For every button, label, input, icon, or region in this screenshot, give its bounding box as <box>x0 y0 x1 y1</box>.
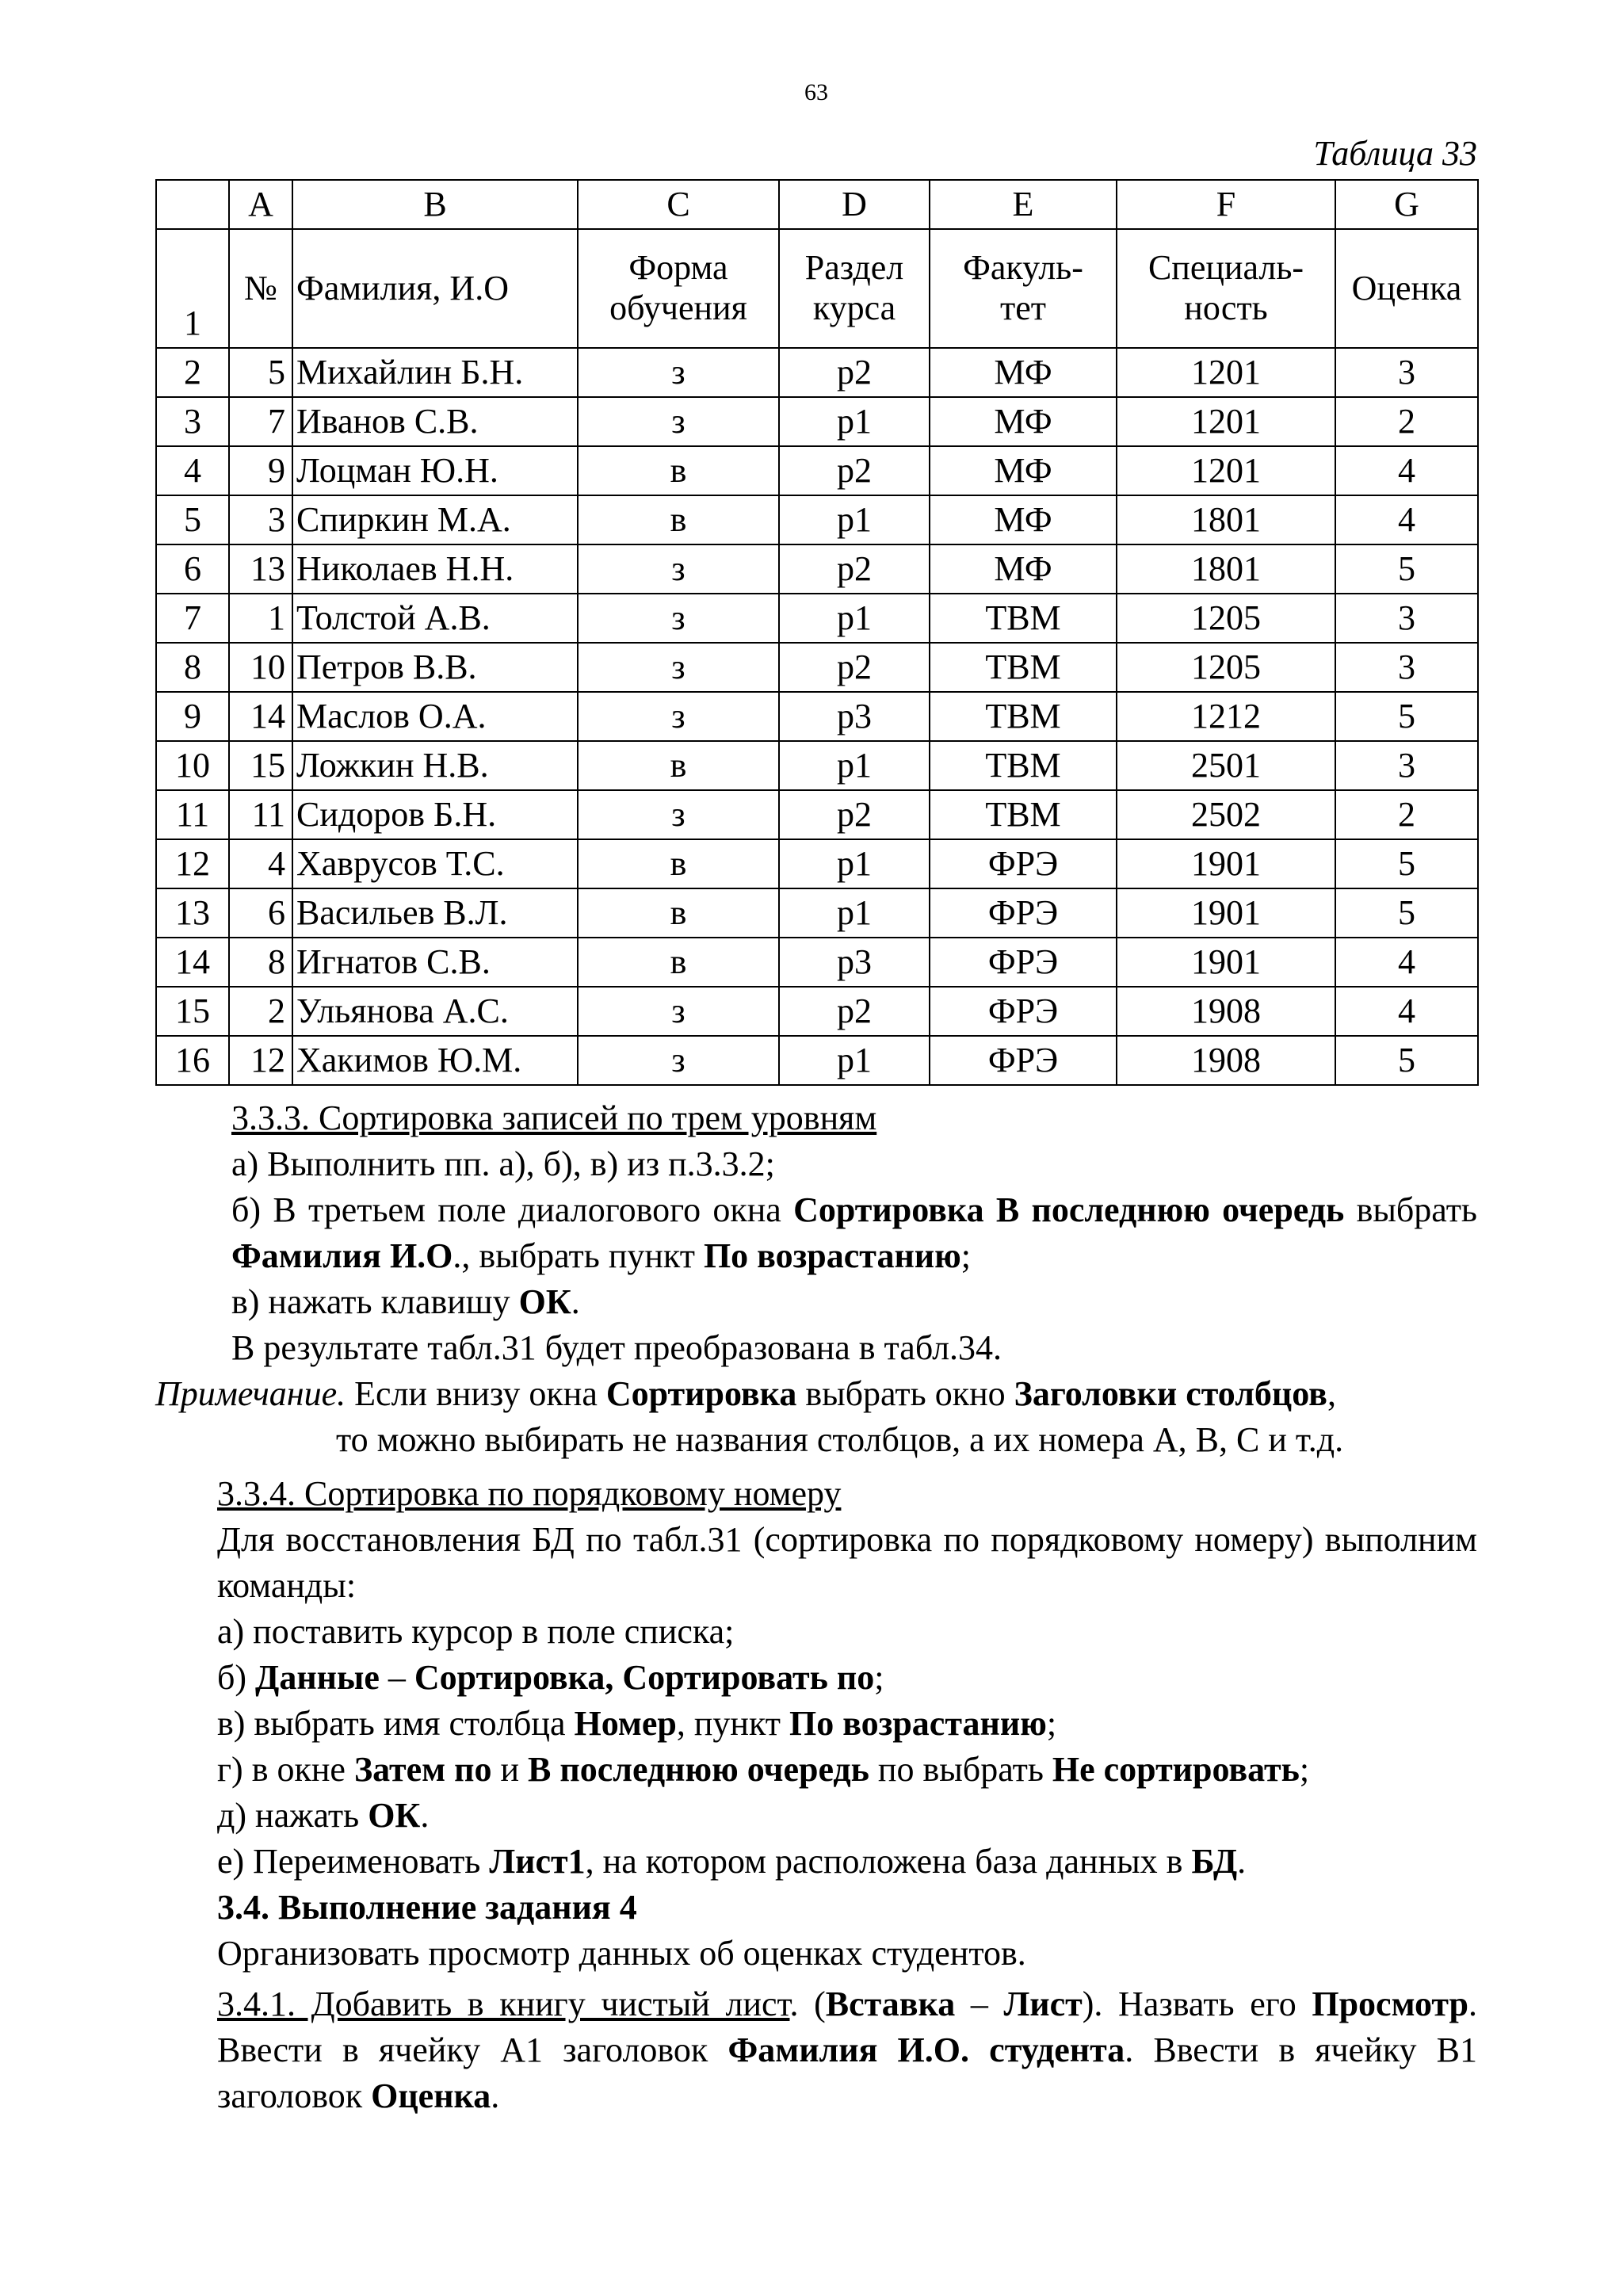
step-a: а) поставить курсор в поле списка; <box>217 1612 735 1651</box>
bold-text: Сортировка В последнюю очередь <box>793 1190 1345 1229</box>
specialty-cell: 1901 <box>1117 839 1335 888</box>
record-number-cell: 10 <box>229 643 292 692</box>
text: ., выбрать пункт <box>453 1236 704 1275</box>
bold-heading: 3.4. Выполнение задания 4 <box>217 1888 637 1927</box>
grade-cell: 2 <box>1335 397 1478 446</box>
study-form-cell: в <box>578 938 779 987</box>
header-line: обучения <box>609 288 747 327</box>
bold-text: ОК <box>368 1796 421 1835</box>
grade-cell: 5 <box>1335 1036 1478 1085</box>
result-text: В результате табл.31 будет преобразована в табл.34. <box>231 1328 1002 1367</box>
table-row <box>156 839 1478 888</box>
bold-text: Сортировка <box>605 1374 797 1413</box>
row-number-cell: 3 <box>156 397 229 446</box>
student-name-cell: Ложкин Н.В. <box>292 741 578 790</box>
row-number-cell: 16 <box>156 1036 229 1085</box>
study-form-cell: в <box>578 888 779 938</box>
text: е) Переименовать <box>217 1842 490 1881</box>
table-row <box>156 987 1478 1036</box>
record-number-cell: 15 <box>229 741 292 790</box>
study-form-cell: в <box>578 495 779 544</box>
faculty-cell: МФ <box>930 495 1117 544</box>
header-course-section <box>779 229 930 348</box>
table-row <box>156 594 1478 643</box>
section-3-4-heading <box>155 1885 1477 1931</box>
student-name-cell: Петров В.В. <box>292 643 578 692</box>
specialty-cell: 1201 <box>1117 446 1335 495</box>
study-form-cell: в <box>578 446 779 495</box>
specialty-cell: 2502 <box>1117 790 1335 839</box>
text: . Ввести в ячейку А1 заголовок <box>217 1985 1477 2069</box>
table-row <box>156 348 1478 397</box>
text: . <box>571 1282 580 1321</box>
table-row <box>156 1036 1478 1085</box>
course-section-cell: р2 <box>779 643 930 692</box>
faculty-cell: ТВМ <box>930 790 1117 839</box>
student-name-cell: Хакимов Ю.М. <box>292 1036 578 1085</box>
grade-cell: 5 <box>1335 839 1478 888</box>
grade-cell: 3 <box>1335 348 1478 397</box>
record-number-cell: 7 <box>229 397 292 446</box>
study-form-cell: з <box>578 643 779 692</box>
text: . ( <box>789 1985 826 2023</box>
course-section-cell: р1 <box>779 1036 930 1085</box>
text: – <box>379 1658 414 1697</box>
section-3-4-1 <box>155 1981 1477 2119</box>
table-row <box>156 888 1478 938</box>
header-name: Фамилия, И.О <box>292 229 578 348</box>
bold-text: Просмотр <box>1312 1985 1468 2023</box>
bold-text: БД <box>1191 1842 1238 1881</box>
record-number-cell: 6 <box>229 888 292 938</box>
specialty-cell: 1212 <box>1117 692 1335 741</box>
grade-cell: 3 <box>1335 643 1478 692</box>
course-section-cell: р2 <box>779 446 930 495</box>
study-form-cell: з <box>578 397 779 446</box>
text: г) в окне <box>217 1750 354 1789</box>
study-form-cell: в <box>578 741 779 790</box>
row-number-cell: 13 <box>156 888 229 938</box>
column-letter: E <box>930 180 1117 229</box>
text: выбрать <box>1344 1190 1477 1229</box>
faculty-cell: ФРЭ <box>930 938 1117 987</box>
data-table <box>155 179 1479 1086</box>
student-name-cell: Иванов С.В. <box>292 397 578 446</box>
student-name-cell: Хаврусов Т.С. <box>292 839 578 888</box>
student-name-cell: Игнатов С.В. <box>292 938 578 987</box>
bold-text: По возрастанию <box>703 1236 961 1275</box>
bold-text: Фамилия И.О. студента <box>727 2030 1125 2069</box>
table-row <box>156 643 1478 692</box>
bold-text: По возрастанию <box>789 1704 1047 1743</box>
text: ; <box>874 1658 884 1697</box>
row-number-cell: 4 <box>156 446 229 495</box>
bold-text: Сортировка, Сортировать по <box>414 1658 875 1697</box>
underlined-text: 3.4.1. Добавить в книгу чистый лист <box>217 1985 790 2023</box>
step-b <box>155 1655 1477 1701</box>
student-name-cell: Михайлин Б.Н. <box>292 348 578 397</box>
text: ). Назвать его <box>1082 1985 1312 2023</box>
row-number-cell: 15 <box>156 987 229 1036</box>
grade-cell: 2 <box>1335 790 1478 839</box>
row-number-cell: 11 <box>156 790 229 839</box>
note-label: Примечание. <box>155 1374 346 1413</box>
header-study-form <box>578 229 779 348</box>
faculty-cell: МФ <box>930 397 1117 446</box>
course-section-cell: р2 <box>779 790 930 839</box>
section-intro: Для восстановления БД по табл.31 (сортировка по порядковому номеру) выполним команды: <box>217 1520 1477 1605</box>
table-caption: Таблица 33 <box>1313 134 1477 173</box>
row-number-cell: 5 <box>156 495 229 544</box>
text: . <box>420 1796 430 1835</box>
row-number: 1 <box>156 229 229 348</box>
grade-cell: 5 <box>1335 544 1478 594</box>
header-faculty <box>930 229 1117 348</box>
course-section-cell: р2 <box>779 987 930 1036</box>
section-heading <box>155 1095 1477 1141</box>
text: . <box>1237 1842 1247 1881</box>
student-name-cell: Васильев В.Л. <box>292 888 578 938</box>
step-c <box>155 1701 1477 1747</box>
course-section-cell: р1 <box>779 888 930 938</box>
row-number-cell: 9 <box>156 692 229 741</box>
bold-text: Затем по <box>353 1750 492 1789</box>
row-number-cell: 8 <box>156 643 229 692</box>
column-letter: A <box>229 180 292 229</box>
faculty-cell: ТВМ <box>930 643 1117 692</box>
header-line: Специаль- <box>1148 248 1304 288</box>
specialty-cell: 1901 <box>1117 938 1335 987</box>
step-b <box>155 1187 1477 1279</box>
text: , <box>1327 1374 1336 1413</box>
specialty-cell: 1801 <box>1117 544 1335 594</box>
study-form-cell: з <box>578 790 779 839</box>
study-form-cell: з <box>578 692 779 741</box>
study-form-cell: з <box>578 544 779 594</box>
step-f <box>155 1839 1477 1885</box>
text: ; <box>960 1236 972 1275</box>
header-number: № <box>229 229 292 348</box>
course-section-cell: р2 <box>779 348 930 397</box>
row-number-cell: 12 <box>156 839 229 888</box>
header-line: ность <box>1184 288 1268 327</box>
section-3-3-3 <box>155 1095 1477 1463</box>
record-number-cell: 4 <box>229 839 292 888</box>
student-name-cell: Толстой А.В. <box>292 594 578 643</box>
bold-text: Данные <box>255 1658 380 1697</box>
section-3-4-intro: Организовать просмотр данных об оценках студентов. <box>217 1934 1026 1973</box>
study-form-cell: в <box>578 839 779 888</box>
specialty-cell: 1205 <box>1117 643 1335 692</box>
grade-cell: 5 <box>1335 888 1478 938</box>
text: ; <box>1046 1704 1057 1743</box>
grade-cell: 4 <box>1335 495 1478 544</box>
column-letter: B <box>292 180 578 229</box>
course-section-cell: р3 <box>779 938 930 987</box>
student-name-cell: Ульянова А.С. <box>292 987 578 1036</box>
table-row <box>156 938 1478 987</box>
bold-text: ОК <box>518 1282 571 1321</box>
specialty-cell: 1205 <box>1117 594 1335 643</box>
record-number-cell: 5 <box>229 348 292 397</box>
bold-text: Оценка <box>371 2076 491 2115</box>
grade-cell: 4 <box>1335 446 1478 495</box>
column-letter: D <box>779 180 930 229</box>
course-section-cell: р1 <box>779 495 930 544</box>
faculty-cell: ТВМ <box>930 594 1117 643</box>
record-number-cell: 3 <box>229 495 292 544</box>
record-number-cell: 8 <box>229 938 292 987</box>
note-continuation: то можно выбирать не названия столбцов, а их номера А, В, С и т.д. <box>336 1420 1344 1459</box>
bold-text: Не сортировать <box>1052 1750 1300 1789</box>
course-section-cell: р3 <box>779 692 930 741</box>
section-heading <box>155 1471 1477 1517</box>
record-number-cell: 11 <box>229 790 292 839</box>
record-number-cell: 1 <box>229 594 292 643</box>
step-d <box>155 1747 1477 1793</box>
grade-cell: 3 <box>1335 594 1478 643</box>
bold-text: Номер <box>574 1704 677 1743</box>
specialty-cell: 1908 <box>1117 1036 1335 1085</box>
record-number-cell: 2 <box>229 987 292 1036</box>
course-section-cell: р1 <box>779 741 930 790</box>
step-a: а) Выполнить пп. а), б), в) из п.3.3.2; <box>231 1144 775 1183</box>
heading-text: 3.3.3. Сортировка записей по трем уровням <box>231 1098 877 1137</box>
faculty-cell: ФРЭ <box>930 987 1117 1036</box>
bold-text: Заголовки столбцов <box>1014 1374 1327 1413</box>
table-row <box>156 446 1478 495</box>
text: ; <box>1299 1750 1310 1789</box>
grade-cell: 4 <box>1335 938 1478 987</box>
grade-cell: 4 <box>1335 987 1478 1036</box>
student-name-cell: Лоцман Ю.Н. <box>292 446 578 495</box>
column-letter-row <box>156 180 1478 229</box>
faculty-cell: МФ <box>930 446 1117 495</box>
header-line: Форма <box>628 248 728 288</box>
faculty-cell: МФ <box>930 544 1117 594</box>
faculty-cell: ТВМ <box>930 692 1117 741</box>
table-row <box>156 397 1478 446</box>
text: б) <box>217 1658 256 1697</box>
specialty-cell: 1908 <box>1117 987 1335 1036</box>
step-e <box>155 1793 1477 1839</box>
course-section-cell: р1 <box>779 397 930 446</box>
specialty-cell: 2501 <box>1117 741 1335 790</box>
paragraph-3-4-1 <box>155 1981 1477 2119</box>
course-section-cell: р1 <box>779 839 930 888</box>
course-section-cell: р1 <box>779 594 930 643</box>
header-line: тет <box>1000 288 1046 327</box>
step-c <box>155 1279 1477 1325</box>
text: . <box>491 2076 500 2115</box>
table-row <box>156 544 1478 594</box>
text: и <box>491 1750 529 1789</box>
column-letter: F <box>1117 180 1335 229</box>
course-section-cell: р2 <box>779 544 930 594</box>
header-specialty <box>1117 229 1335 348</box>
grade-cell: 5 <box>1335 692 1478 741</box>
column-letter: C <box>578 180 779 229</box>
row-number-cell: 14 <box>156 938 229 987</box>
student-name-cell: Николаев Н.Н. <box>292 544 578 594</box>
section-3-3-4 <box>155 1471 1477 1977</box>
bold-text: В последнюю очередь <box>528 1750 869 1789</box>
specialty-cell: 1201 <box>1117 397 1335 446</box>
row-number-cell: 10 <box>156 741 229 790</box>
study-form-cell: з <box>578 348 779 397</box>
corner-cell <box>156 180 229 229</box>
text: выбрать окно <box>796 1374 1014 1413</box>
record-number-cell: 12 <box>229 1036 292 1085</box>
faculty-cell: ФРЭ <box>930 839 1117 888</box>
study-form-cell: з <box>578 1036 779 1085</box>
row-number-cell: 6 <box>156 544 229 594</box>
faculty-cell: ФРЭ <box>930 888 1117 938</box>
header-line: курса <box>812 288 896 327</box>
faculty-cell: ФРЭ <box>930 1036 1117 1085</box>
bold-text: Лист1 <box>489 1842 586 1881</box>
bold-text: Фамилия И.О <box>231 1236 453 1275</box>
text: , пункт <box>676 1704 789 1743</box>
column-letter: G <box>1335 180 1478 229</box>
table-row <box>156 741 1478 790</box>
faculty-cell: МФ <box>930 348 1117 397</box>
table-row <box>156 790 1478 839</box>
table-row <box>156 692 1478 741</box>
record-number-cell: 14 <box>229 692 292 741</box>
grade-cell: 3 <box>1335 741 1478 790</box>
text: в) нажать клавишу <box>231 1282 519 1321</box>
specialty-cell: 1901 <box>1117 888 1335 938</box>
text: д) нажать <box>217 1796 369 1835</box>
row-number-cell: 7 <box>156 594 229 643</box>
specialty-cell: 1201 <box>1117 348 1335 397</box>
header-line: Раздел <box>804 248 904 288</box>
row-number-cell: 2 <box>156 348 229 397</box>
note <box>155 1371 1477 1417</box>
record-number-cell: 13 <box>229 544 292 594</box>
bold-text: Лист <box>1003 1985 1083 2023</box>
header-grade: Оценка <box>1335 229 1478 348</box>
record-number-cell: 9 <box>229 446 292 495</box>
header-row <box>156 229 1478 348</box>
text: . Ввести в ячейку В1 заголовок <box>217 2030 1478 2115</box>
study-form-cell: з <box>578 594 779 643</box>
study-form-cell: з <box>578 987 779 1036</box>
heading-text: 3.3.4. Сортировка по порядковому номеру <box>217 1474 842 1513</box>
student-name-cell: Спиркин М.А. <box>292 495 578 544</box>
text: б) В третьем поле диалогового окна <box>231 1190 794 1229</box>
table-row <box>156 495 1478 544</box>
text: Если внизу окна <box>346 1374 606 1413</box>
header-line: Факуль- <box>963 248 1083 288</box>
bold-text: Вставка <box>825 1985 956 2023</box>
student-name-cell: Маслов О.А. <box>292 692 578 741</box>
specialty-cell: 1801 <box>1117 495 1335 544</box>
text: в) выбрать имя столбца <box>217 1704 575 1743</box>
page-number: 63 <box>804 79 828 105</box>
text: по выбрать <box>869 1750 1052 1789</box>
student-name-cell: Сидоров Б.Н. <box>292 790 578 839</box>
faculty-cell: ТВМ <box>930 741 1117 790</box>
text: , на котором расположена база данных в <box>585 1842 1192 1881</box>
text: – <box>955 1985 1004 2023</box>
